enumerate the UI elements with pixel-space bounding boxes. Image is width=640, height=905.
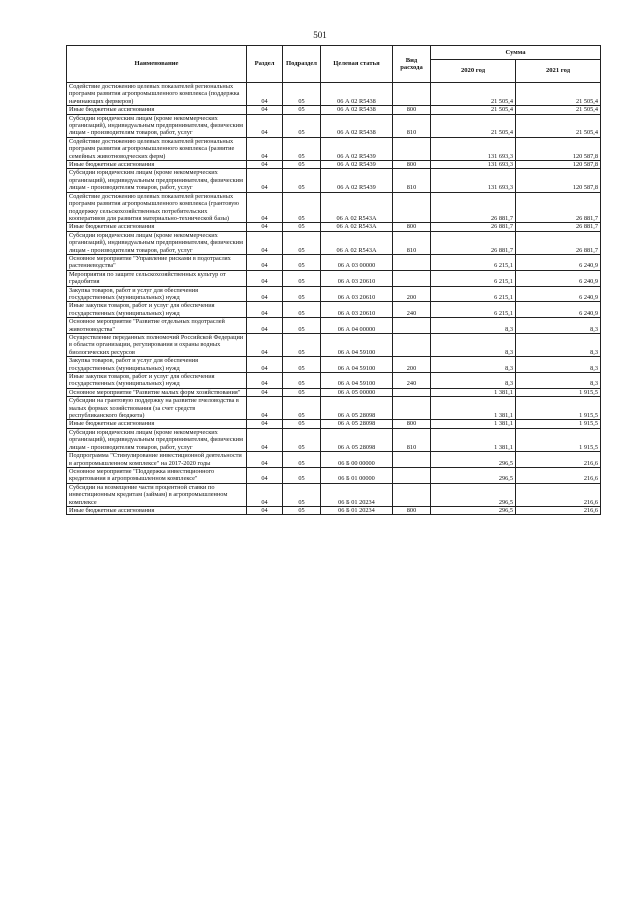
table-row xyxy=(67,302,601,318)
row-amount-2021: 216,6 xyxy=(516,467,601,483)
row-section: 04 xyxy=(247,137,283,160)
row-amount-2021: 1 915,5 xyxy=(516,388,601,396)
table-row xyxy=(67,388,601,396)
header-year-2020: 2020 год xyxy=(431,60,516,83)
row-subsection: 05 xyxy=(283,388,321,396)
row-expense-type: 200 xyxy=(393,357,431,373)
row-subsection: 05 xyxy=(283,231,321,254)
row-amount-2020: 26 881,7 xyxy=(431,192,516,223)
row-amount-2020: 6 215,1 xyxy=(431,270,516,286)
row-expense-type xyxy=(393,334,431,357)
header-year-2021: 2021 год xyxy=(516,60,601,83)
row-amount-2021: 120 587,8 xyxy=(516,169,601,192)
row-amount-2020: 131 693,3 xyxy=(431,137,516,160)
row-section: 04 xyxy=(247,114,283,137)
row-subsection: 05 xyxy=(283,334,321,357)
table-row xyxy=(67,483,601,506)
row-subsection: 05 xyxy=(283,506,321,514)
table-row xyxy=(67,254,601,270)
row-amount-2020: 131 693,3 xyxy=(431,169,516,192)
row-name: Основное мероприятие "Развитие малых форм хозяйствования" xyxy=(67,388,247,396)
row-amount-2020: 1 381,1 xyxy=(431,388,516,396)
row-amount-2021: 8,3 xyxy=(516,318,601,334)
row-section: 04 xyxy=(247,467,283,483)
row-section: 04 xyxy=(247,286,283,302)
table-row xyxy=(67,318,601,334)
row-amount-2021: 6 240,9 xyxy=(516,302,601,318)
row-name: Подпрограмма "Стимулирование инвестиционной деятельности в агропромышленном комплексе" на 2017-2020 годы xyxy=(67,452,247,468)
row-amount-2020: 296,5 xyxy=(431,467,516,483)
row-subsection: 05 xyxy=(283,106,321,114)
row-name: Осуществление переданных полномочий Российской Федерации в области организации, регулирования и охраны водных биологических ресурсов xyxy=(67,334,247,357)
row-target-article: 06 Б 01 00000 xyxy=(321,467,393,483)
row-name: Основное мероприятие "Поддержка инвестиционного кредитования в агропромышленном комплексе" xyxy=(67,467,247,483)
row-target-article: 06 А 02 R543А xyxy=(321,231,393,254)
row-target-article: 06 Б 01 20234 xyxy=(321,506,393,514)
row-name: Иные бюджетные ассигнования xyxy=(67,161,247,169)
row-name: Содействие достижению целевых показателей региональных программ развития агропромышленного комплекса (развитие семейных животноводческих ферм) xyxy=(67,137,247,160)
row-name: Иные бюджетные ассигнования xyxy=(67,106,247,114)
row-subsection: 05 xyxy=(283,397,321,420)
table-row xyxy=(67,467,601,483)
row-section: 04 xyxy=(247,506,283,514)
row-name: Субсидии юридическим лицам (кроме некоммерческих организаций), индивидуальным предпринимателям, физическим лицам - производителям товаров, работ, услуг xyxy=(67,169,247,192)
header-amount: Сумма xyxy=(431,46,601,60)
row-amount-2021: 6 240,9 xyxy=(516,286,601,302)
row-section: 04 xyxy=(247,231,283,254)
row-name: Основное мероприятие "Развитие отдельных подотраслей животноводства" xyxy=(67,318,247,334)
row-subsection: 05 xyxy=(283,161,321,169)
row-section: 04 xyxy=(247,373,283,389)
row-name: Иные бюджетные ассигнования xyxy=(67,506,247,514)
row-amount-2020: 1 381,1 xyxy=(431,428,516,451)
row-expense-type: 800 xyxy=(393,506,431,514)
header-name: Наименование xyxy=(67,46,247,83)
row-subsection: 05 xyxy=(283,192,321,223)
table-row xyxy=(67,223,601,231)
row-target-article: 06 А 05 28098 xyxy=(321,428,393,451)
row-target-article: 06 А 02 R543А xyxy=(321,223,393,231)
row-amount-2020: 6 215,1 xyxy=(431,286,516,302)
row-expense-type: 800 xyxy=(393,420,431,428)
row-section: 04 xyxy=(247,397,283,420)
row-target-article: 06 А 03 20610 xyxy=(321,302,393,318)
table-header xyxy=(67,46,601,83)
row-amount-2021: 8,3 xyxy=(516,334,601,357)
row-target-article: 06 А 02 R5438 xyxy=(321,83,393,106)
row-amount-2021: 1 915,5 xyxy=(516,420,601,428)
row-expense-type xyxy=(393,83,431,106)
header-subsection: Подраздел xyxy=(283,46,321,83)
row-target-article: 06 А 04 00000 xyxy=(321,318,393,334)
row-section: 04 xyxy=(247,428,283,451)
row-amount-2020: 21 505,4 xyxy=(431,114,516,137)
row-amount-2020: 1 381,1 xyxy=(431,397,516,420)
row-section: 04 xyxy=(247,223,283,231)
row-expense-type: 200 xyxy=(393,286,431,302)
row-target-article: 06 А 02 R5438 xyxy=(321,106,393,114)
row-amount-2021: 26 881,7 xyxy=(516,231,601,254)
table-row xyxy=(67,270,601,286)
row-section: 04 xyxy=(247,169,283,192)
row-amount-2020: 296,5 xyxy=(431,452,516,468)
row-target-article: 06 А 03 20610 xyxy=(321,286,393,302)
row-amount-2021: 6 240,9 xyxy=(516,270,601,286)
table-row xyxy=(67,506,601,514)
row-target-article: 06 А 05 28098 xyxy=(321,397,393,420)
table-row xyxy=(67,373,601,389)
row-name: Закупка товаров, работ и услуг для обеспечения государственных (муниципальных) нужд xyxy=(67,357,247,373)
table-row xyxy=(67,169,601,192)
row-expense-type: 240 xyxy=(393,373,431,389)
row-section: 04 xyxy=(247,270,283,286)
row-amount-2020: 131 693,3 xyxy=(431,161,516,169)
row-name: Субсидии юридическим лицам (кроме некоммерческих организаций), индивидуальным предпринимателям, физическим лицам - производителям товаров, работ, услуг xyxy=(67,428,247,451)
row-amount-2020: 8,3 xyxy=(431,334,516,357)
table-row xyxy=(67,114,601,137)
row-name: Иные закупки товаров, работ и услуг для обеспечения государственных (муниципальных) нужд xyxy=(67,373,247,389)
row-subsection: 05 xyxy=(283,254,321,270)
row-name: Содействие достижению целевых показателей региональных программ развития агропромышленного комплекса (грантовую поддержку сельскохозяйственных потребительских кооперативов для развития материально-технической базы) xyxy=(67,192,247,223)
row-expense-type: 800 xyxy=(393,106,431,114)
row-expense-type xyxy=(393,254,431,270)
row-amount-2020: 8,3 xyxy=(431,318,516,334)
row-subsection: 05 xyxy=(283,318,321,334)
row-name: Субсидии на грантовую поддержку на развитие пчеловодства в малых формах хозяйствования (за счет средств республиканского бюджета) xyxy=(67,397,247,420)
row-section: 04 xyxy=(247,334,283,357)
row-name: Основное мероприятие "Управление рисками в подотраслях растениеводства" xyxy=(67,254,247,270)
row-target-article: 06 А 02 R5439 xyxy=(321,161,393,169)
row-subsection: 05 xyxy=(283,452,321,468)
row-subsection: 05 xyxy=(283,428,321,451)
row-expense-type: 810 xyxy=(393,231,431,254)
row-subsection: 05 xyxy=(283,114,321,137)
row-subsection: 05 xyxy=(283,169,321,192)
row-expense-type xyxy=(393,270,431,286)
row-amount-2021: 6 240,9 xyxy=(516,254,601,270)
row-expense-type xyxy=(393,137,431,160)
row-section: 04 xyxy=(247,161,283,169)
row-expense-type xyxy=(393,452,431,468)
row-name: Мероприятия по защите сельскохозяйственных культур от градобития xyxy=(67,270,247,286)
row-name: Иные бюджетные ассигнования xyxy=(67,420,247,428)
row-amount-2020: 296,5 xyxy=(431,483,516,506)
row-amount-2021: 21 505,4 xyxy=(516,106,601,114)
row-expense-type: 240 xyxy=(393,302,431,318)
row-section: 04 xyxy=(247,420,283,428)
row-expense-type xyxy=(393,397,431,420)
row-expense-type xyxy=(393,467,431,483)
row-subsection: 05 xyxy=(283,483,321,506)
row-expense-type: 800 xyxy=(393,161,431,169)
row-amount-2021: 1 915,5 xyxy=(516,428,601,451)
row-expense-type xyxy=(393,318,431,334)
row-amount-2020: 26 881,7 xyxy=(431,231,516,254)
table-row xyxy=(67,83,601,106)
row-amount-2021: 216,6 xyxy=(516,483,601,506)
row-name: Закупка товаров, работ и услуг для обеспечения государственных (муниципальных) нужд xyxy=(67,286,247,302)
row-subsection: 05 xyxy=(283,302,321,318)
table-row xyxy=(67,106,601,114)
table-row xyxy=(67,397,601,420)
row-target-article: 06 А 03 00000 xyxy=(321,254,393,270)
row-target-article: 06 А 04 59100 xyxy=(321,373,393,389)
row-target-article: 06 А 02 R5439 xyxy=(321,169,393,192)
row-amount-2021: 26 881,7 xyxy=(516,223,601,231)
row-section: 04 xyxy=(247,302,283,318)
row-amount-2020: 296,5 xyxy=(431,506,516,514)
row-amount-2021: 8,3 xyxy=(516,373,601,389)
row-target-article: 06 Б 00 00000 xyxy=(321,452,393,468)
table-body xyxy=(67,83,601,515)
row-target-article: 06 А 02 R5439 xyxy=(321,137,393,160)
table-row xyxy=(67,334,601,357)
row-expense-type xyxy=(393,388,431,396)
table-row xyxy=(67,452,601,468)
row-target-article: 06 А 04 59100 xyxy=(321,334,393,357)
header-expense-type: Вид расхода xyxy=(393,46,431,83)
row-expense-type xyxy=(393,192,431,223)
header-target-article: Целевая статья xyxy=(321,46,393,83)
table-row xyxy=(67,420,601,428)
row-target-article: 06 А 05 28098 xyxy=(321,420,393,428)
row-target-article: 06 А 05 00000 xyxy=(321,388,393,396)
row-target-article: 06 А 02 R5438 xyxy=(321,114,393,137)
row-amount-2021: 216,6 xyxy=(516,452,601,468)
row-section: 04 xyxy=(247,483,283,506)
table-row xyxy=(67,286,601,302)
row-subsection: 05 xyxy=(283,137,321,160)
row-amount-2020: 8,3 xyxy=(431,373,516,389)
row-section: 04 xyxy=(247,254,283,270)
row-section: 04 xyxy=(247,106,283,114)
row-amount-2020: 21 505,4 xyxy=(431,106,516,114)
row-target-article: 06 А 03 20610 xyxy=(321,270,393,286)
row-name: Иные закупки товаров, работ и услуг для обеспечения государственных (муниципальных) нужд xyxy=(67,302,247,318)
table-row xyxy=(67,357,601,373)
row-expense-type: 810 xyxy=(393,114,431,137)
header-section: Раздел xyxy=(247,46,283,83)
budget-table xyxy=(66,45,601,515)
row-amount-2020: 6 215,1 xyxy=(431,302,516,318)
row-amount-2021: 8,3 xyxy=(516,357,601,373)
row-amount-2021: 216,6 xyxy=(516,506,601,514)
row-amount-2021: 21 505,4 xyxy=(516,114,601,137)
row-amount-2020: 8,3 xyxy=(431,357,516,373)
row-name: Субсидии на возмещение части процентной ставки по инвестиционным кредитам (займам) в агропромышленном комплексе xyxy=(67,483,247,506)
row-expense-type: 810 xyxy=(393,169,431,192)
row-target-article: 06 А 04 59100 xyxy=(321,357,393,373)
row-section: 04 xyxy=(247,357,283,373)
row-subsection: 05 xyxy=(283,467,321,483)
row-amount-2020: 21 505,4 xyxy=(431,83,516,106)
row-amount-2021: 26 881,7 xyxy=(516,192,601,223)
row-amount-2021: 120 587,8 xyxy=(516,137,601,160)
row-expense-type: 810 xyxy=(393,428,431,451)
row-section: 04 xyxy=(247,192,283,223)
row-name: Субсидии юридическим лицам (кроме некоммерческих организаций), индивидуальным предпринимателям, физическим лицам - производителям товаров, работ, услуг xyxy=(67,114,247,137)
row-subsection: 05 xyxy=(283,286,321,302)
row-amount-2020: 26 881,7 xyxy=(431,223,516,231)
row-subsection: 05 xyxy=(283,223,321,231)
row-target-article: 06 Б 01 20234 xyxy=(321,483,393,506)
row-expense-type: 800 xyxy=(393,223,431,231)
row-section: 04 xyxy=(247,452,283,468)
row-subsection: 05 xyxy=(283,83,321,106)
table-row xyxy=(67,231,601,254)
row-section: 04 xyxy=(247,318,283,334)
row-subsection: 05 xyxy=(283,270,321,286)
page-number: 501 xyxy=(313,30,327,40)
table-row xyxy=(67,161,601,169)
row-section: 04 xyxy=(247,388,283,396)
row-target-article: 06 А 02 R543А xyxy=(321,192,393,223)
row-name: Субсидии юридическим лицам (кроме некоммерческих организаций), индивидуальным предпринимателям, физическим лицам - производителям товаров, работ, услуг xyxy=(67,231,247,254)
row-section: 04 xyxy=(247,83,283,106)
table-row xyxy=(67,137,601,160)
row-subsection: 05 xyxy=(283,420,321,428)
row-amount-2021: 1 915,5 xyxy=(516,397,601,420)
row-amount-2020: 1 381,1 xyxy=(431,420,516,428)
table-row xyxy=(67,192,601,223)
row-subsection: 05 xyxy=(283,373,321,389)
table-row xyxy=(67,428,601,451)
row-amount-2021: 21 505,4 xyxy=(516,83,601,106)
row-amount-2021: 120 587,8 xyxy=(516,161,601,169)
row-name: Содействие достижению целевых показателей региональных программ развития агропромышленного комплекса (поддержка начинающих фермеров) xyxy=(67,83,247,106)
row-amount-2020: 6 215,1 xyxy=(431,254,516,270)
row-expense-type xyxy=(393,483,431,506)
row-name: Иные бюджетные ассигнования xyxy=(67,223,247,231)
row-subsection: 05 xyxy=(283,357,321,373)
